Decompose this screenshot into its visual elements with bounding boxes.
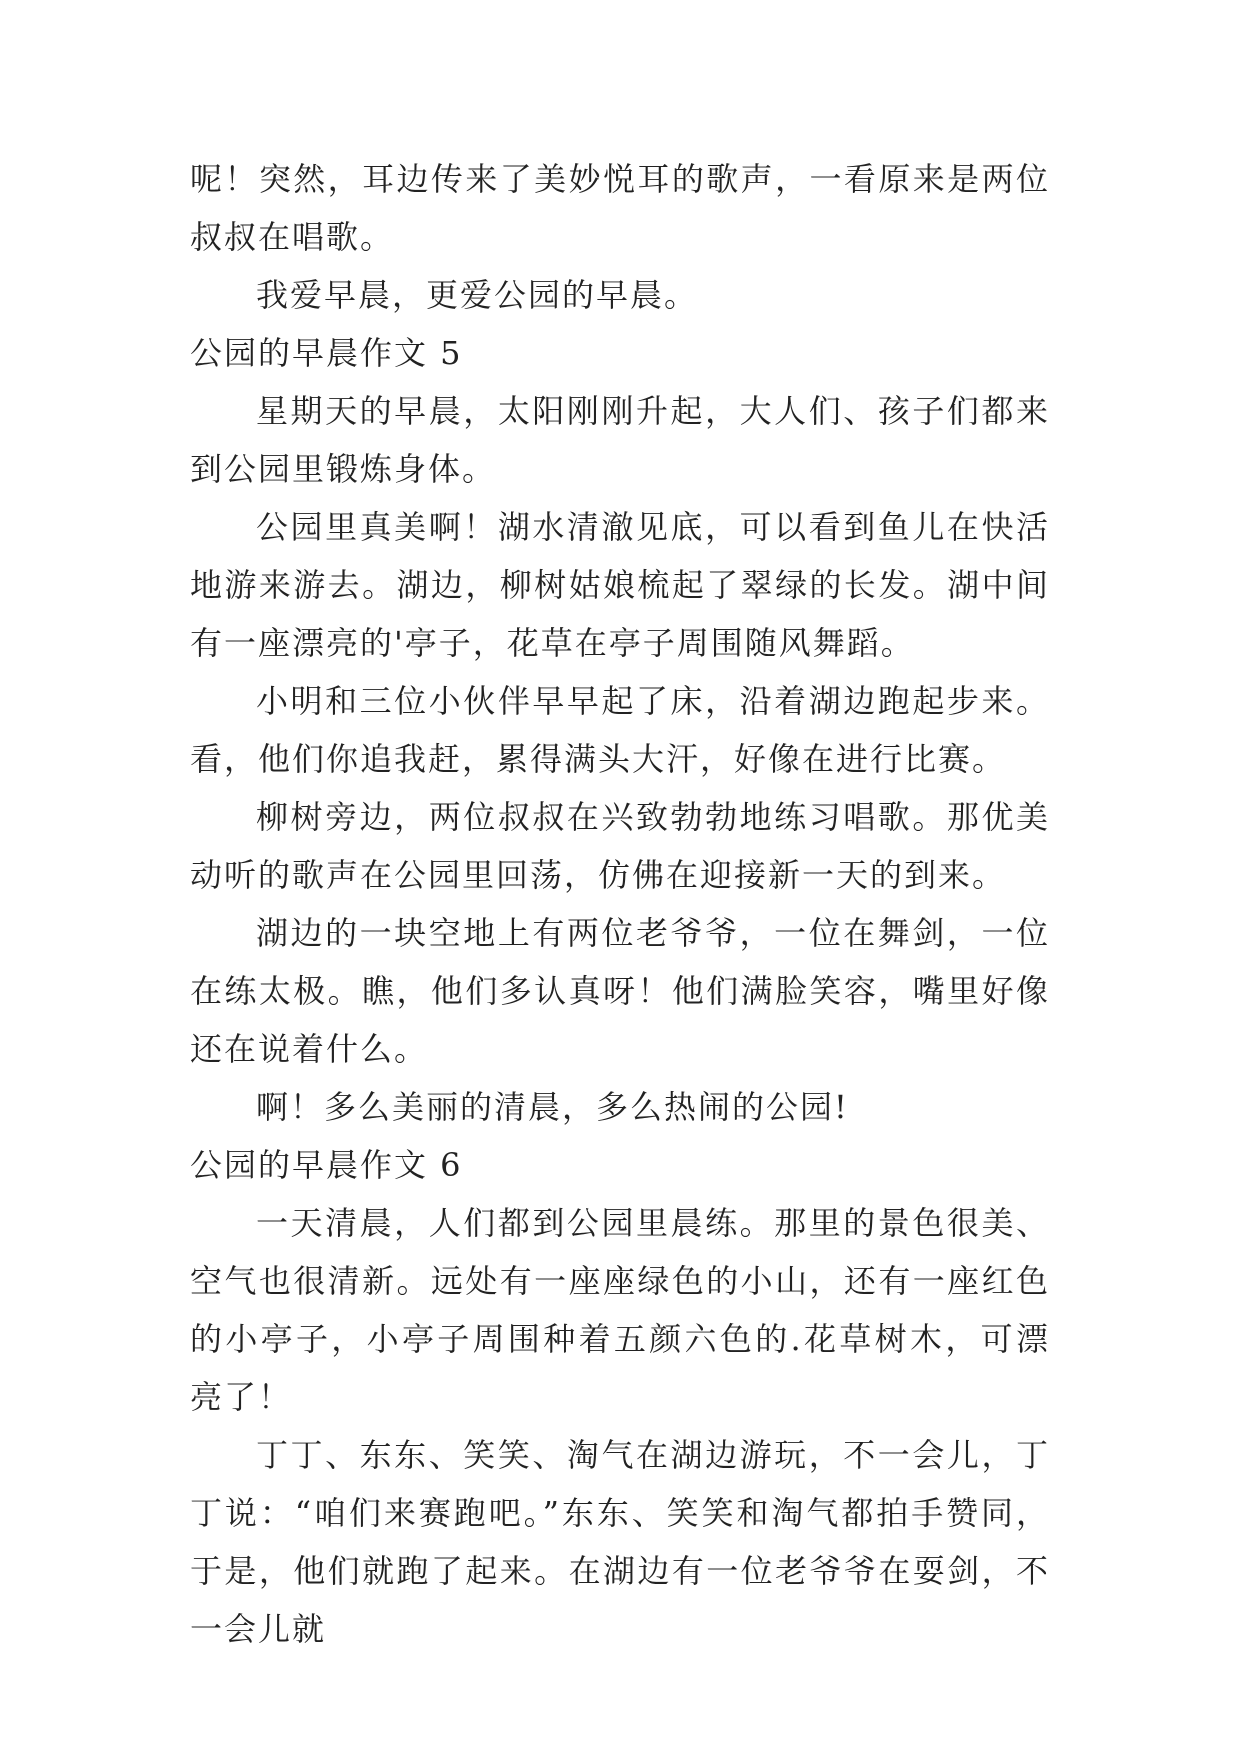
paragraph: 小明和三位小伙伴早早起了床，沿着湖边跑起步来。看，他们你追我赶，累得满头大汗，好像在进行比赛。 [190, 682, 1050, 778]
paragraph-continued: 呢！突然，耳边传来了美妙悦耳的歌声，一看原来是两位叔叔在唱歌。 [190, 160, 1050, 256]
section-heading: 公园的早晨作文 5 [190, 334, 463, 372]
paragraph: 一天清晨，人们都到公园里晨练。那里的景色很美、空气也很清新。远处有一座座绿色的小山，还有一座红色的小亭子，小亭子周围种着五颜六色的.花草树木，可漂亮了！ [190, 1204, 1050, 1416]
paragraph: 湖边的一块空地上有两位老爷爷，一位在舞剑，一位在练太极。瞧，他们多认真呀！他们满脸笑容，嘴里好像还在说着什么。 [190, 914, 1050, 1068]
section-heading: 公园的早晨作文 6 [190, 1146, 463, 1184]
paragraph: 公园里真美啊！湖水清澈见底，可以看到鱼儿在快活地游来游去。湖边，柳树姑娘梳起了翠绿的长发。湖中间有一座漂亮的'亭子，花草在亭子周围随风舞蹈。 [190, 508, 1050, 662]
document-body [190, 150, 1050, 1658]
paragraph: 啊！多么美丽的清晨，多么热闹的公园! [256, 1088, 849, 1126]
paragraph: 柳树旁边，两位叔叔在兴致勃勃地练习唱歌。那优美动听的歌声在公园里回荡，仿佛在迎接新一天的到来。 [190, 798, 1050, 894]
paragraph: 星期天的早晨，太阳刚刚升起，大人们、孩子们都来到公园里锻炼身体。 [190, 392, 1050, 488]
paragraph: 丁丁、东东、笑笑、淘气在湖边游玩，不一会儿，丁丁说：“咱们来赛跑吧。”东东、笑笑和淘气都拍手赞同，于是，他们就跑了起来。在湖边有一位老爷爷在耍剑，不一会儿就 [190, 1436, 1050, 1648]
paragraph: 我爱早晨，更爱公园的早晨。 [256, 276, 699, 314]
